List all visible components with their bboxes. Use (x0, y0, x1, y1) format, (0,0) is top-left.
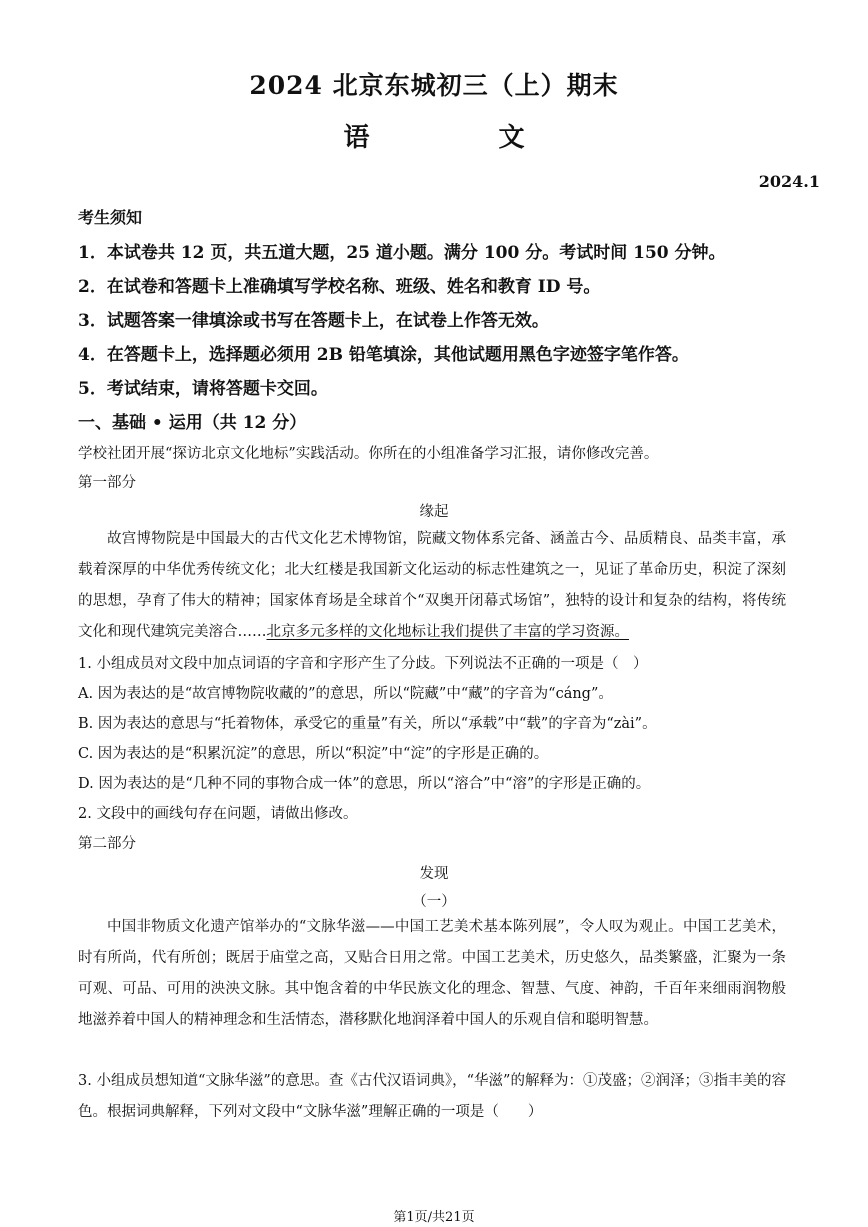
section-heading: 一、基础 • 运用（共 12 分） (78, 413, 307, 433)
question-3: 3. 小组成员想知道“文脉华滋”的意思。查《古代汉语词典》，“华滋”的解释为：①茂盛；②润泽；③指丰美的容色。根据词典解释，下列对文段中“文脉华滋”理解正确的一项是（ ） (78, 1073, 786, 1120)
passage-title: 发现 (419, 866, 449, 882)
underlined-sentence: 北京多元多样的文化地标让我们提供了丰富的学习资源。 (266, 624, 629, 640)
passage-subtitle: （一） (412, 894, 456, 910)
subject-title: 语 文 (343, 123, 585, 153)
passage-paragraph (78, 524, 786, 648)
option-a: A. 因为表达的是“故宫博物院收藏的”的意思，所以“院藏”中“藏”的字音为“cáng”。 (78, 686, 613, 702)
notice-item: 2．在试卷和答题卡上准确填写学校名称、班级、姓名和教育 ID 号。 (78, 277, 601, 297)
exam-date: 2024.1 (758, 172, 820, 191)
passage-paragraph: 中国非物质文化遗产馆举办的“文脉华滋——中国工艺美术基本陈列展”，令人叹为观止。中国工艺美术，时有所尚，代有所创；既居于庙堂之高，又贴合日用之常。中国工艺美术，历史悠久，品类繁盛，汇聚为一条可观、可品、可用的泱泱文脉。其中饱含着的中华民族文化的理念、智慧、气度、神韵，千百年来细雨润物般地滋养着中国人的精神理念和生活情态，潜移默化地润泽着中国人的乐观自信和聪明智慧。 (78, 919, 786, 1028)
option-b: B. 因为表达的意思与“托着物体，承受它的重量”有关，所以“承载”中“载”的字音为“zài”。 (78, 716, 657, 732)
part-label: 第二部分 (78, 836, 136, 852)
page-number: 第1页/共21页 (393, 1210, 475, 1225)
exam-title: 2024 北京东城初三（上）期末 (249, 71, 619, 100)
question-1: 1. 小组成员对文段中加点词语的字音和字形产生了分歧。下列说法不正确的一项是（ ） (78, 656, 648, 672)
passage-title: 缘起 (419, 504, 449, 520)
notice-heading: 考生须知 (78, 208, 143, 227)
option-d: D. 因为表达的是“几种不同的事物合成一体”的意思，所以“溶合”中“溶”的字形是正确的。 (78, 776, 651, 792)
notice-item: 3．试题答案一律填涂或书写在答题卡上，在试卷上作答无效。 (78, 311, 549, 331)
option-c: C. 因为表达的是“积累沉淀”的意思，所以“积淀”中“淀”的字形是正确的。 (78, 746, 549, 762)
notice-item: 5．考试结束，请将答题卡交回。 (78, 379, 328, 399)
passage-text: 故宫博物院是中国最大的古代文化艺术博物馆，院藏文物体系完备、涵盖古今、品质精良、品类丰富，承载着深厚的中华优秀传统文化；北大红楼是我国新文化运动的标志性建筑之一，见证了革命历史，积淀了深刻的思想，孕育了伟大的精神；国家体育场是全球首个“双奥开闭幕式场馆”，独特的设计和复杂的结构，将传统文化和现代建筑完美溶合…… (78, 531, 786, 640)
notice-item: 4．在答题卡上，选择题必须用 2B 铅笔填涂，其他试题用黑色字迹签字笔作答。 (78, 345, 689, 365)
notice-item: 1．本试卷共 12 页，共五道大题，25 道小题。满分 100 分。考试时间 150 分钟。 (78, 243, 726, 263)
question-2: 2. 文段中的画线句存在问题，请做出修改。 (78, 806, 358, 822)
section-intro: 学校社团开展“探访北京文化地标”实践活动。你所在的小组准备学习汇报，请你修改完善。 (78, 446, 659, 462)
part-label: 第一部分 (78, 475, 136, 491)
